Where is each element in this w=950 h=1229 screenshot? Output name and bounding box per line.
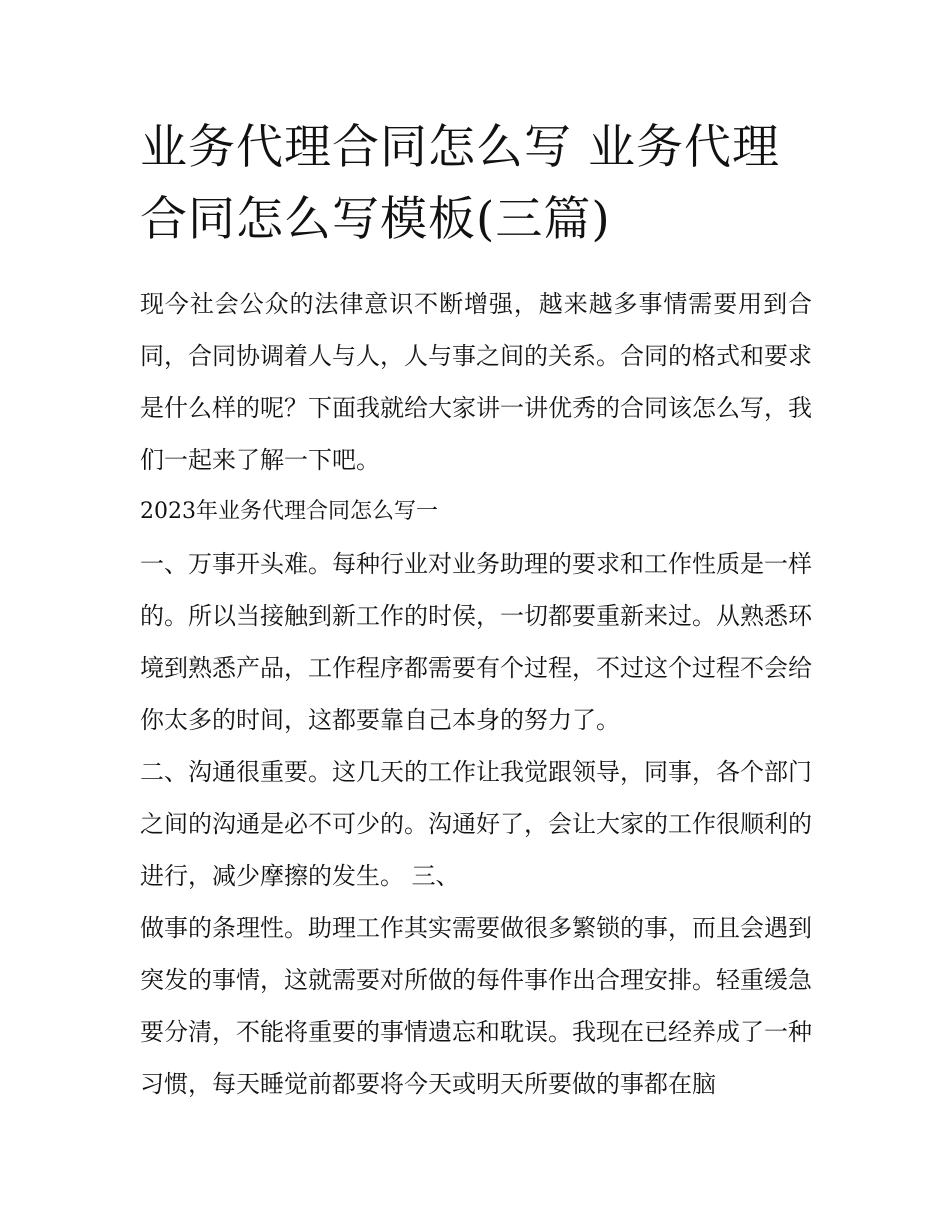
- document-title: 业务代理合同怎么写 业务代理合同怎么写模板(三篇): [140, 120, 780, 247]
- intro-paragraph: 现今社会公众的法律意识不断增强，越来越多事情需要用到合同，合同协调着人与人，人与事之间的关系。合同的格式和要求是什么样的呢？下面我就给大家讲一讲优秀的合同该怎么写，我们一起来了解一下吧。: [140, 290, 812, 474]
- point-one-paragraph: 一、万事开头难。每种行业对业务助理的要求和工作性质是一样的。所以当接触到新工作的时侯，一切都要重新来过。从熟悉环境到熟悉产品，工作程序都需要有个过程，不过这个过程不会给你太多的时间，这都要靠自己本身的努力了。: [140, 550, 812, 734]
- point-three-paragraph: 做事的条理性。助理工作其实需要做很多繁锁的事，而且会遇到突发的事情，这就需要对所做的每件事作出合理安排。轻重缓急要分清，不能将重要的事情遗忘和耽误。我现在已经养成了一种习惯，每天睡觉前都要将今天或明天所要做的事都在脑: [140, 914, 812, 1098]
- document-page: [140, 112, 812, 1110]
- section-heading: 2023年业务代理合同怎么写一: [140, 499, 438, 524]
- document-body: [140, 278, 812, 1110]
- point-two-paragraph: 二、沟通很重要。这几天的工作让我觉跟领导，同事，各个部门之间的沟通是必不可少的。沟通好了，会让大家的工作很顺利的进行，减少摩擦的发生。 三、: [140, 758, 812, 890]
